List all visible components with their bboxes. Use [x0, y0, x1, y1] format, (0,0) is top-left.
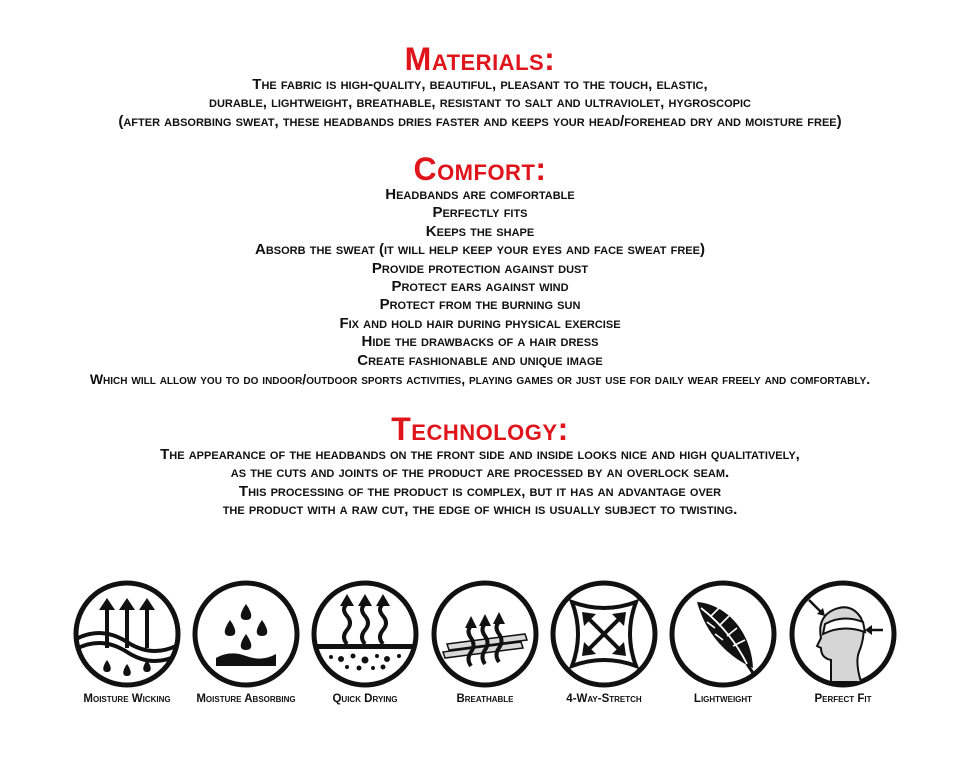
- quick-drying-icon: [309, 578, 421, 690]
- feature-lightweight: [658, 578, 788, 705]
- comfort-line: Create fashionable and unique image: [357, 351, 603, 369]
- feature-label: Perfect Fit: [814, 693, 872, 705]
- feature-perfect-fit: [778, 578, 908, 705]
- comfort-line: Fix and hold hair during physical exercise: [339, 314, 621, 332]
- comfort-line: Protect ears against wind: [391, 278, 569, 296]
- feature-moisture-absorbing: [181, 578, 311, 705]
- four-way-stretch-icon: [548, 578, 660, 690]
- feather-icon: [667, 578, 779, 690]
- materials-section: [0, 42, 960, 131]
- materials-heading: Materials:: [404, 41, 556, 77]
- comfort-line: Provide protection against dust: [371, 259, 589, 277]
- technology-line: The appearance of the headbands on the front side and inside looks nice and high qualitatively,: [160, 446, 800, 463]
- comfort-line: Perfectly fits: [432, 204, 528, 222]
- comfort-line: Absorb the sweat (it will help keep your eyes and face sweat free): [255, 241, 705, 259]
- feature-moisture-wicking: [62, 578, 192, 705]
- breathable-icon: [429, 578, 541, 690]
- technology-section: [0, 412, 960, 520]
- moisture-wicking-icon: [71, 578, 183, 690]
- feature-label: Lightweight: [693, 693, 753, 705]
- feature-label: Moisture Absorbing: [196, 693, 296, 705]
- head-fit-icon: [787, 578, 899, 690]
- moisture-absorbing-icon: [190, 578, 302, 690]
- technology-line: as the cuts and joints of the product are processed by an overlock seam.: [230, 464, 730, 482]
- comfort-line: Hide the drawbacks of a hair dress: [361, 333, 599, 351]
- feature-label: Moisture Wicking: [83, 693, 171, 705]
- feature-label: Quick Drying: [332, 693, 398, 705]
- technology-line: the product with a raw cut, the edge of which is usually subject to twisting.: [222, 501, 738, 519]
- technology-heading: Technology:: [391, 411, 569, 447]
- feature-four-way-stretch: [539, 578, 669, 705]
- feature-breathable: [420, 578, 550, 705]
- comfort-line: Which will allow you to do indoor/outdoor sports activities, playing games or just use for daily wear freely and comfortably.: [89, 371, 871, 388]
- materials-line: durable, lightweight, breathable, resistant to salt and ultraviolet, hygroscopic: [209, 94, 751, 112]
- feature-quick-drying: [300, 578, 430, 705]
- feature-icons-row: [0, 578, 960, 762]
- materials-line: The fabric is high-quality, beautiful, pleasant to the touch, elastic,: [252, 76, 708, 93]
- feature-label: 4-Way-Stretch: [566, 693, 642, 705]
- comfort-heading: Comfort:: [413, 151, 547, 187]
- comfort-line: Headbands are comfortable: [385, 186, 575, 203]
- comfort-section: [0, 152, 960, 388]
- technology-line: This processing of the product is complex, but it has an advantage over: [238, 482, 722, 500]
- comfort-line: Protect from the burning sun: [379, 296, 581, 314]
- comfort-line: Keeps the shape: [425, 222, 535, 240]
- feature-label: Breathable: [456, 693, 514, 705]
- materials-line: (after absorbing sweat, these headbands dries faster and keeps your head/forehead dry and moisture free): [118, 112, 842, 130]
